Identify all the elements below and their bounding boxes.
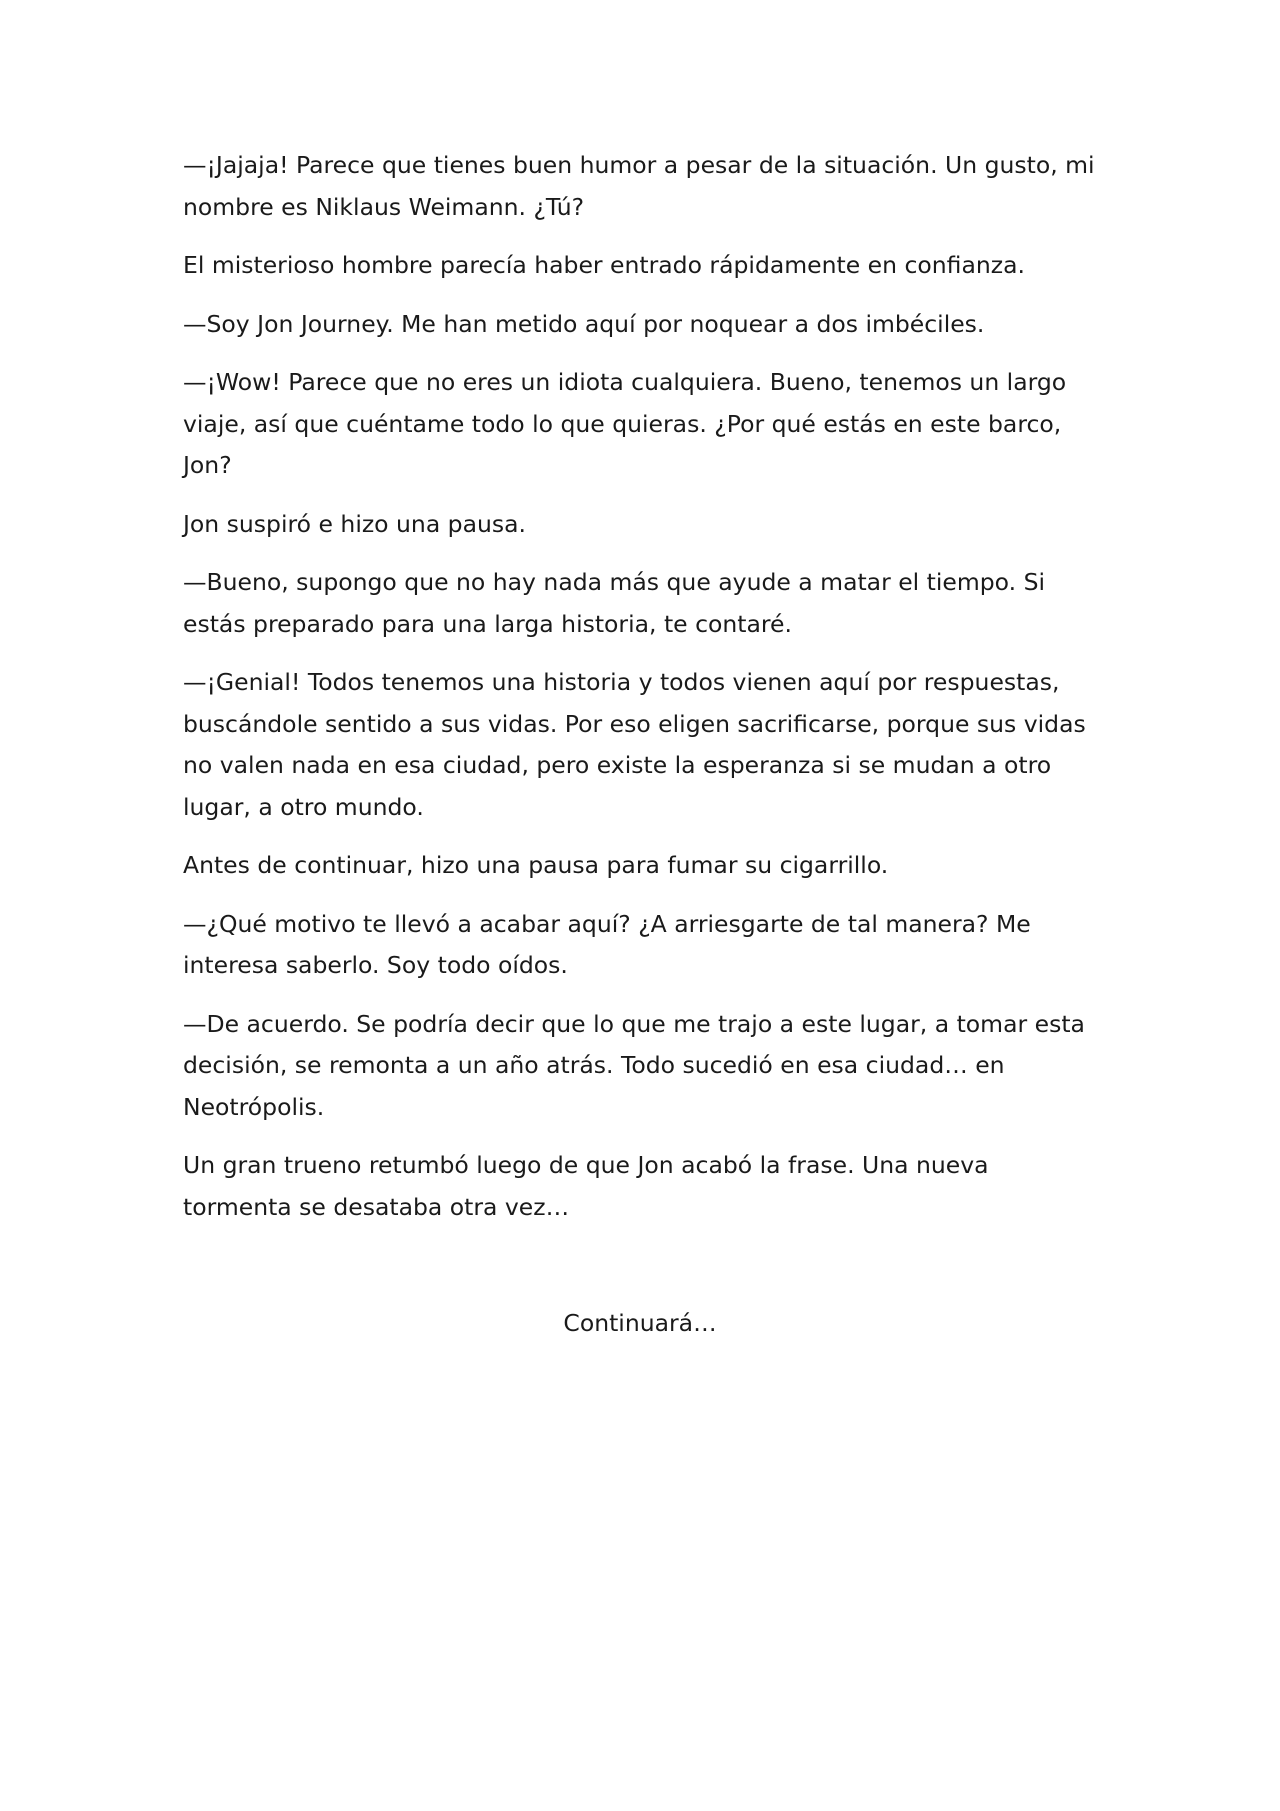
- to-be-continued: Continuará…: [563, 1309, 717, 1337]
- paragraph: Un gran trueno retumbó luego de que Jon acabó la frase. Una nueva tormenta se desataba otra vez…: [183, 1151, 989, 1221]
- paragraph: —¡Wow! Parece que no eres un idiota cualquiera. Bueno, tenemos un largo viaje, así que cuéntame todo lo que quieras. ¿Por qué estás en este barco, Jon?: [183, 368, 1067, 479]
- paragraph: El misterioso hombre parecía haber entrado rápidamente en confianza.: [183, 251, 1025, 279]
- paragraph: —¡Genial! Todos tenemos una historia y todos vienen aquí por respuestas, buscándole sentido a sus vidas. Por eso eligen sacrificarse, porque sus vidas no valen nada en esa ciudad, pero existe la esperanza si se mudan a otro lugar, a otro mundo.: [183, 668, 1086, 821]
- paragraph: Antes de continuar, hizo una pausa para fumar su cigarrillo.: [183, 851, 889, 879]
- paragraph: Jon suspiró e hizo una pausa.: [183, 509, 527, 538]
- story-text: [183, 145, 1103, 1245]
- paragraph: —¡Jajaja! Parece que tienes buen humor a pesar de la situación. Un gusto, mi nombre es Niklaus Weimann. ¿Tú?: [183, 151, 1095, 221]
- paragraph: —¿Qué motivo te llevó a acabar aquí? ¿A arriesgarte de tal manera? Me interesa saberlo. Soy todo oídos.: [183, 909, 1031, 979]
- paragraph: —Soy Jon Journey. Me han metido aquí por noquear a dos imbéciles.: [183, 309, 985, 338]
- paragraph: —De acuerdo. Se podría decir que lo que me trajo a este lugar, a tomar esta decisión, se remonta a un año atrás. Todo sucedió en esa ciudad… en Neotrópolis.: [183, 1009, 1085, 1121]
- paragraph: —Bueno, supongo que no hay nada más que ayude a matar el tiempo. Si estás preparado para una larga historia, te contaré.: [183, 568, 1046, 638]
